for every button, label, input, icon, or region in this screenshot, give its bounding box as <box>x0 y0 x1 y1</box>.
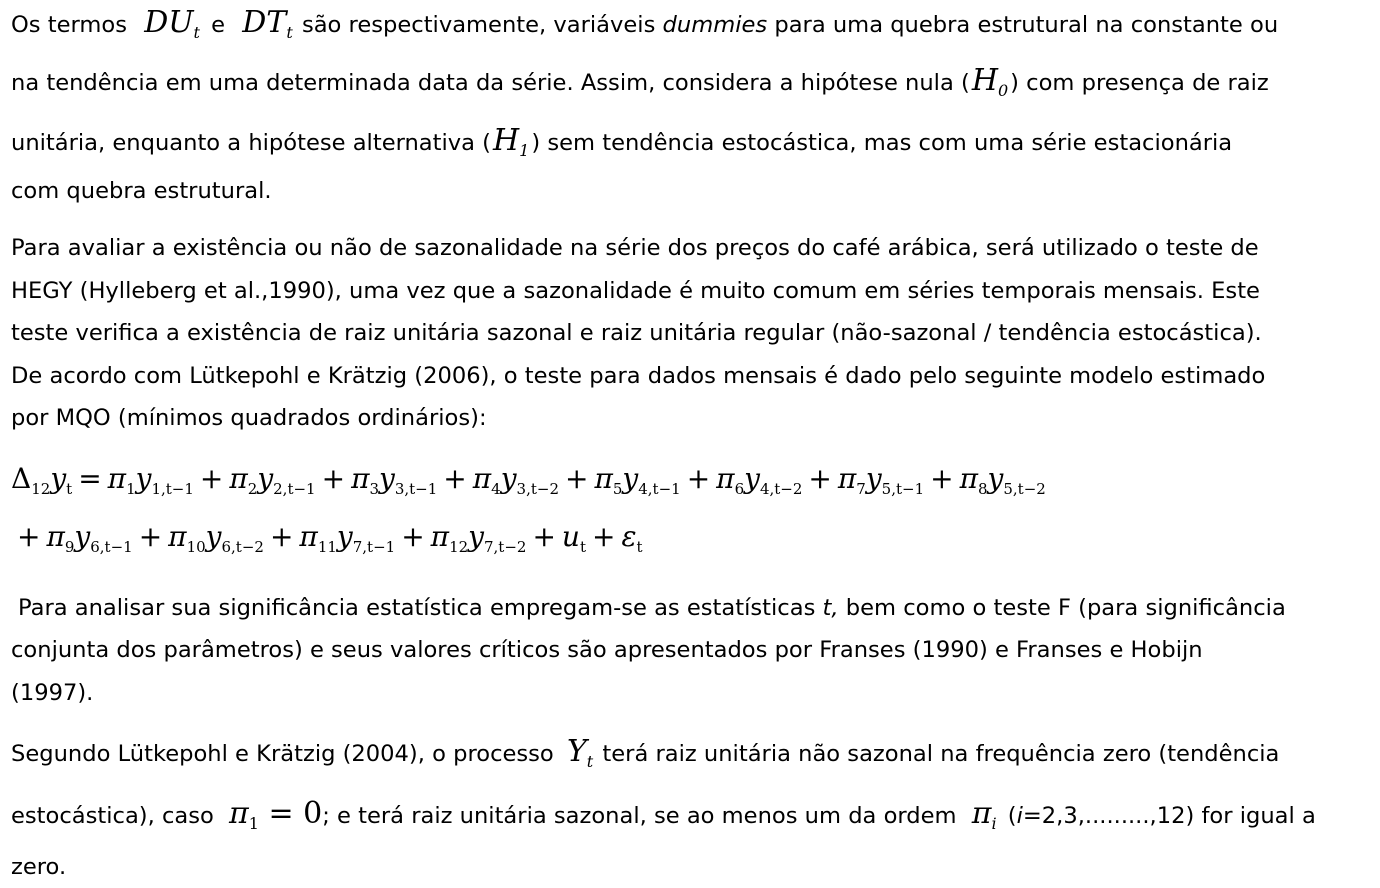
para4-line3: zero. <box>11 854 67 880</box>
para2-line5: por MQO (mínimos quadrados ordinários): <box>11 405 487 431</box>
equation-term: $y_{1,t-1}$ <box>135 462 194 498</box>
equation-term: $\pi_8$ <box>959 462 988 498</box>
equation-term: $\varepsilon_t$ <box>621 520 643 556</box>
para2-line2: HEGY (Hylleberg et al.,1990), uma vez que a sazonalidade é muito comum em séries temporais mensais. Este <box>11 278 1260 304</box>
equation-term: $\pi_{10}$ <box>168 520 206 556</box>
para2-line1: Para avaliar a existência ou não de sazonalidade na série dos preços do café arábica, será utilizado o teste de <box>11 235 1259 261</box>
equation-term: $\pi_7$ <box>837 462 866 498</box>
equation-term: $\pi_2$ <box>229 462 258 498</box>
para1-line3: unitária, enquanto a hipótese alternativa $(H_1)$ sem tendência estocástica, mas com uma série estacionária <box>11 123 1233 160</box>
equation-term: $\pi_9$ <box>46 520 75 556</box>
equation-operator: + <box>930 462 954 495</box>
equation-term: $y_{2,t-1}$ <box>257 462 316 498</box>
equation-term: $\pi_3$ <box>351 462 380 498</box>
equation-operator: + <box>17 520 41 553</box>
para2-line4: De acordo com Lütkepohl e Krätzig (2006), o teste para dados mensais é dado pelo seguinte modelo estimado <box>11 363 1266 389</box>
equation-operator: + <box>592 520 616 553</box>
para1-line2: na tendência em uma determinada data da série. Assim, considera a hipótese nula $(H_0)$ com presença de raiz <box>11 63 1269 100</box>
equation-term: $\pi_6$ <box>716 462 745 498</box>
equation-term: $\pi_{11}$ <box>299 520 337 556</box>
equation-term: $y_t$ <box>50 462 73 498</box>
math-Yt: $Y_t$ <box>566 734 594 771</box>
equation-term: $u_t$ <box>561 520 586 556</box>
equation-operator: + <box>138 520 163 553</box>
para4-line2: estocástica), caso $\pi_1 = 0$; e terá raiz unitária sazonal, se ao menos um da ordem $\pi_i$ (i=2,3,.........,12) for igual a <box>11 796 1316 833</box>
para3-line1: Para analisar sua significância estatística empregam-se as estatísticas t, bem como o teste F (para significância <box>18 595 1286 621</box>
para4-line1: Segundo Lütkepohl e Krätzig (2004), o processo $Y_t$ terá raiz unitária não sazonal na frequência zero (tendência <box>11 734 1280 771</box>
equation-term: $y_{3,t-2}$ <box>500 462 559 498</box>
equation-operator: + <box>565 462 589 495</box>
math-H1: $H_1$ <box>493 123 530 160</box>
math-DT: $DT_t$ <box>242 5 293 42</box>
equation-term: $y_{4,t-2}$ <box>744 462 803 498</box>
equation-term: $y_{7,t-1}$ <box>336 520 396 556</box>
equation-term: $y_{6,t-1}$ <box>74 520 133 556</box>
math-H0: $H_0$ <box>971 63 1009 100</box>
equation-term: $\pi_5$ <box>594 462 623 498</box>
equation-operator: + <box>808 462 832 495</box>
equation-term: $y_{5,t-1}$ <box>865 462 925 498</box>
para3-line3: (1997). <box>11 680 94 706</box>
equation-operator: + <box>401 520 425 553</box>
equation-operator: + <box>321 462 346 495</box>
para3-line2: conjunta dos parâmetros) e seus valores críticos são apresentados por Franses (1990) e Franses e Hobijn <box>11 637 1203 663</box>
equation-term: $y_{5,t-2}$ <box>987 462 1046 498</box>
equation-term: $\pi_4$ <box>472 462 501 498</box>
math-pi1-equals-zero: $\pi_1 = 0$ <box>229 796 323 833</box>
equation-operator: = <box>78 462 102 495</box>
math-DU: $DU_t$ <box>144 5 200 42</box>
equation-term: $y_{7,t-2}$ <box>468 520 527 556</box>
equation-row-1 <box>11 462 1046 498</box>
para1-line4: com quebra estrutural. <box>11 178 272 204</box>
equation-row-2 <box>11 520 643 556</box>
equation-term: $y_{3,t-1}$ <box>379 462 438 498</box>
equation-operator: + <box>443 462 467 495</box>
equation-term: $\pi_1$ <box>107 462 136 498</box>
para1-line1: Os termos $DU_t$ e $DT_t$ são respectivamente, variáveis dummies para uma quebra estrutural na constante ou <box>11 5 1279 42</box>
equation-term: $y_{6,t-2}$ <box>205 520 264 556</box>
equation-operator: + <box>686 462 711 495</box>
equation-term: $\pi_{12}$ <box>430 520 469 556</box>
para2-line3: teste verifica a existência de raiz unitária sazonal e raiz unitária regular (não-sazonal / tendência estocástica). <box>11 320 1262 346</box>
equation-operator: + <box>199 462 224 495</box>
equation-operator: + <box>532 520 556 553</box>
equation-operator: + <box>269 520 294 553</box>
equation-term: $\Delta_{12}$ <box>11 462 51 498</box>
equation-term: $y_{4,t-1}$ <box>622 462 681 498</box>
math-pi-i: $\pi_i$ <box>971 796 997 833</box>
